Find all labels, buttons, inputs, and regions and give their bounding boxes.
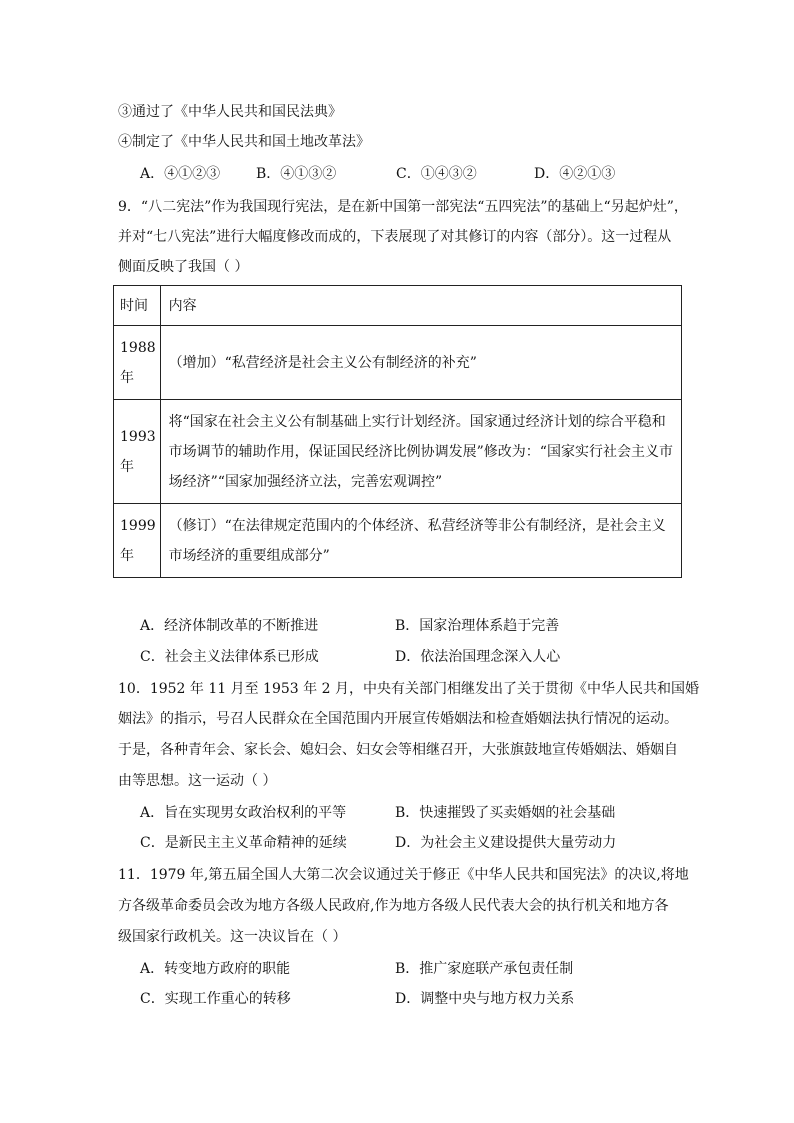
q8-option-d[interactable]: D．④②①③ — [534, 166, 616, 182]
q9-option-b[interactable]: B．国家治理体系趋于完善 — [395, 618, 560, 634]
row-content — [160, 504, 681, 578]
content-line: 市场经济的重要组成部分” — [168, 547, 330, 564]
year-number: 1988 — [120, 339, 156, 356]
table-header-row — [114, 286, 682, 326]
q9-option-d[interactable]: D．依法治国理念深入人心 — [395, 649, 561, 665]
q11-option-b[interactable]: B．推广家庭联产承包责任制 — [395, 961, 574, 977]
table-row — [114, 504, 682, 578]
q9-option-c[interactable]: C．社会主义法律体系已形成 — [140, 649, 319, 665]
row-content — [160, 326, 681, 400]
q11-stem-line-3: 级国家行政机关。这一决议旨在（ ） — [118, 929, 347, 945]
q9-stem-line-2: 并对“七八宪法”进行大幅度修改而成的，下表展现了对其修订的内容（部分）。这一过程从 — [118, 229, 672, 245]
row-year — [114, 504, 161, 578]
table-row — [114, 326, 682, 400]
content-line: 场经济”“国家加强经济立法，完善宏观调控” — [168, 473, 443, 490]
row-content — [160, 400, 681, 504]
q10-option-d[interactable]: D．为社会主义建设提供大量劳动力 — [395, 835, 617, 851]
content-line: （修订）“在法律规定范围内的个体经济、私营经济等非公有制经济，是社会主义 — [168, 517, 666, 534]
q11-option-a[interactable]: A．转变地方政府的职能 — [140, 961, 291, 977]
q11-option-d[interactable]: D．调整中央与地方权力关系 — [395, 991, 575, 1007]
q10-option-c[interactable]: C．是新民主主义革命精神的延续 — [140, 835, 347, 851]
year-suffix: 年 — [120, 369, 134, 386]
row-year — [114, 326, 161, 400]
q11-stem-line-1: 11．1979 年,第五届全国人大第二次会议通过关于修正《中华人民共和国宪法》的决议,将地 — [118, 867, 689, 883]
q8-item-4: ④制定了《中华人民共和国土地改革法》 — [118, 134, 370, 150]
year-suffix: 年 — [120, 547, 134, 564]
q9-stem-line-3: 侧面反映了我国（ ） — [118, 259, 249, 275]
q9-amendment-table — [113, 285, 682, 578]
q8-option-c[interactable]: C．①④③② — [396, 166, 477, 182]
year-number: 1999 — [120, 517, 156, 534]
q9-stem-line-1: 9．“八二宪法”作为我国现行宪法，是在新中国第一部宪法“五四宪法”的基础上“另起炉灶”， — [118, 199, 688, 215]
q10-option-b[interactable]: B．快速摧毁了买卖婚姻的社会基础 — [395, 805, 616, 821]
q10-stem-line-1: 10．1952 年 11 月至 1953 年 2 月，中央有关部门相继发出了关于贯彻《中华人民共和国婚 — [118, 681, 699, 697]
q10-option-a[interactable]: A．旨在实现男女政治权利的平等 — [140, 805, 347, 821]
row-year — [114, 400, 161, 504]
q8-option-a[interactable]: A．④①②③ — [140, 166, 221, 182]
year-number: 1993 — [120, 428, 156, 445]
content-line: （增加）“私营经济是社会主义公有制经济的补充” — [168, 354, 477, 371]
table-row — [114, 400, 682, 504]
q8-option-b[interactable]: B．④①③② — [256, 166, 337, 182]
year-suffix: 年 — [120, 458, 134, 475]
header-time: 时间 — [114, 286, 161, 326]
q10-stem-line-2: 姻法》的指示，号召人民群众在全国范围内开展宣传婚姻法和检查婚姻法执行情况的运动。 — [118, 711, 678, 727]
header-content: 内容 — [160, 286, 681, 326]
q11-option-c[interactable]: C．实现工作重心的转移 — [140, 991, 291, 1007]
q8-item-3: ③通过了《中华人民共和国民法典》 — [118, 104, 342, 120]
content-line: 将“国家在社会主义公有制基础上实行计划经济。国家通过经济计划的综合平稳和 — [168, 413, 666, 430]
q11-stem-line-2: 方各级革命委员会改为地方各级人民政府,作为地方各级人民代表大会的执行机关和地方各 — [118, 898, 669, 914]
content-line: 市场调节的辅助作用，保证国民经济比例协调发展”修改为：“国家实行社会主义市 — [168, 443, 673, 460]
q10-stem-line-3: 于是，各种青年会、家长会、媳妇会、妇女会等相继召开，大张旗鼓地宣传婚姻法、婚姻自 — [118, 742, 678, 758]
q10-stem-line-4: 由等思想。这一运动（ ） — [118, 773, 277, 789]
q9-option-a[interactable]: A．经济体制改革的不断推进 — [140, 618, 319, 634]
